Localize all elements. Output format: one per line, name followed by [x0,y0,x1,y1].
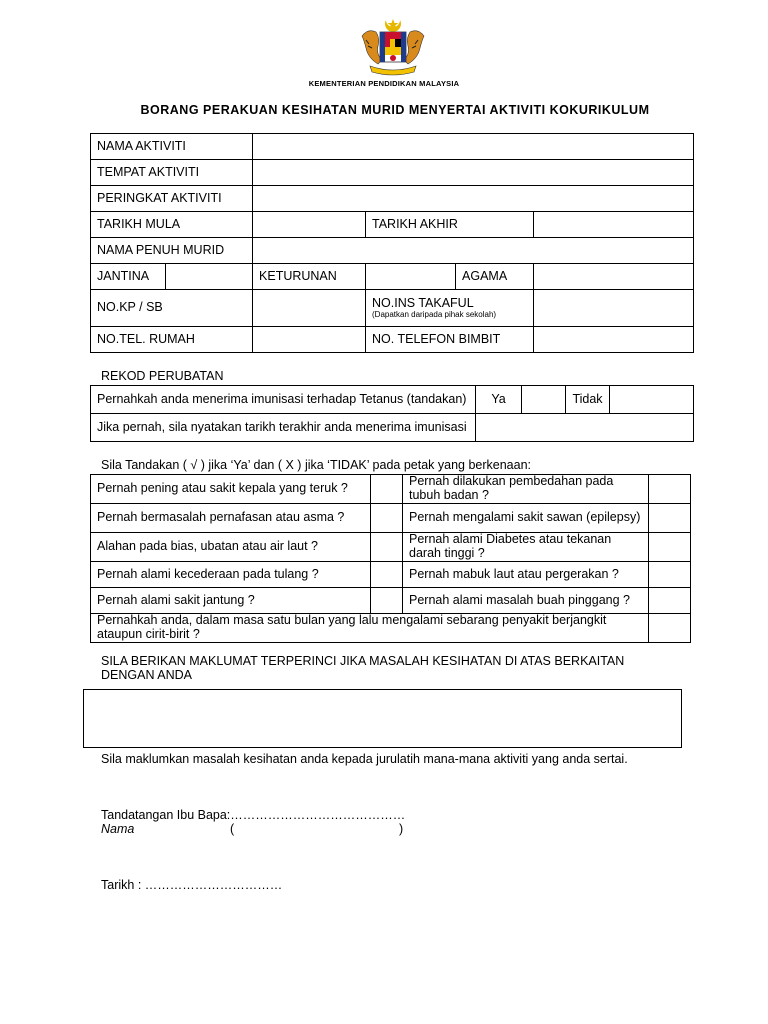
nama-close-paren: ) [399,822,404,836]
label-jantina: JANTINA [91,264,166,290]
checklist-question: Pernah bermasalah pernafasan atau asma ? [91,504,371,533]
health-checklist-table [90,474,691,643]
details-textarea[interactable] [83,689,682,748]
checklist-checkbox[interactable] [371,504,403,533]
checklist-checkbox[interactable] [649,533,691,562]
rekod-perubatan-heading: REKOD PERUBATAN [101,369,224,383]
field-nama-penuh[interactable] [253,238,694,264]
no-ins-takaful-note: (Dapatkan daripada pihak sekolah) [372,310,497,320]
field-no-tel-rumah[interactable] [253,327,366,353]
field-tempat-aktiviti[interactable] [253,160,694,186]
notice-text: Sila maklumkan masalah kesihatan anda kepada jurulatih mana-mana aktiviti yang anda sertai. [101,752,628,766]
field-nama-aktiviti[interactable] [253,134,694,160]
checklist-checkbox[interactable] [649,562,691,588]
checklist-question: Pernah pening atau sakit kepala yang teruk ? [91,475,371,504]
question-tarikh-imunisasi: Jika pernah, sila nyatakan tarikh terakhir anda menerima imunisasi [91,414,476,442]
checklist-checkbox[interactable] [649,588,691,614]
label-no-telefon-bimbit: NO. TELEFON BIMBIT [366,327,534,353]
label-no-tel-rumah: NO.TEL. RUMAH [91,327,253,353]
details-heading: SILA BERIKAN MAKLUMAT TERPERINCI JIKA MASALAH KESIHATAN DI ATAS BERKAITAN DENGAN ANDA [101,654,625,682]
label-tarikh-mula: TARIKH MULA [91,212,253,238]
label-ya: Ya [476,386,522,414]
checklist-instruction: Sila Tandakan ( √ ) jika ‘Ya’ dan ( X ) jika ‘TIDAK’ pada petak yang berkenaan: [101,458,532,472]
checklist-question-berjangkit: Pernahkah anda, dalam masa satu bulan yang lalu mengalami sebarang penyakit berjangkit ataupun cirit-birit ? [91,614,649,643]
label-peringkat-aktiviti: PERINGKAT AKTIVITI [91,186,253,212]
checklist-checkbox[interactable] [371,562,403,588]
checklist-checkbox[interactable] [649,614,691,643]
label-no-kp: NO.KP / SB [91,290,253,327]
checklist-question: Pernah alami sakit jantung ? [91,588,371,614]
field-tarikh-mula[interactable] [253,212,366,238]
nama-label: Nama [101,822,135,836]
field-jantina[interactable] [166,264,253,290]
field-agama[interactable] [534,264,694,290]
field-no-kp[interactable] [253,290,366,327]
checklist-question: Pernah alami masalah buah pinggang ? [403,588,649,614]
field-peringkat-aktiviti[interactable] [253,186,694,212]
malaysia-crest-emblem [352,16,434,78]
checklist-question: Alahan pada bias, ubatan atau air laut ? [91,533,371,562]
form-title: BORANG PERAKUAN KESIHATAN MURID MENYERTAI AKTIVITI KOKURIKULUM [140,103,650,117]
checklist-checkbox[interactable] [371,533,403,562]
checkbox-ya[interactable] [522,386,566,414]
no-ins-takaful-text: NO.INS TAKAFUL [372,295,474,310]
field-keturunan[interactable] [366,264,456,290]
label-keturunan: KETURUNAN [253,264,366,290]
label-agama: AGAMA [456,264,534,290]
field-tarikh-akhir[interactable] [534,212,694,238]
label-nama-aktiviti: NAMA AKTIVITI [91,134,253,160]
checklist-checkbox[interactable] [371,588,403,614]
student-info-table [90,133,694,353]
label-tempat-aktiviti: TEMPAT AKTIVITI [91,160,253,186]
checklist-checkbox[interactable] [649,475,691,504]
checklist-question: Pernah dilakukan pembedahan pada tubuh badan ? [403,475,649,504]
checklist-question: Pernah alami Diabetes atau tekanan darah tinggi ? [403,533,649,562]
checklist-question: Pernah mabuk laut atau pergerakan ? [403,562,649,588]
checkbox-tidak[interactable] [610,386,694,414]
field-no-telefon-bimbit[interactable] [534,327,694,353]
checklist-question: Pernah mengalami sakit sawan (epilepsy) [403,504,649,533]
tetanus-table [90,385,694,442]
question-tetanus: Pernahkah anda menerima imunisasi terhadap Tetanus (tandakan) [91,386,476,414]
label-no-ins-takaful [366,290,534,327]
label-tarikh-akhir: TARIKH AKHIR [366,212,534,238]
label-tidak: Tidak [566,386,610,414]
checklist-checkbox[interactable] [371,475,403,504]
checklist-question: Pernah alami kecederaan pada tulang ? [91,562,371,588]
field-no-ins-takaful[interactable] [534,290,694,327]
tarikh-line[interactable]: Tarikh : …………………………… [101,878,283,892]
signature-line[interactable]: Tandatangan Ibu Bapa:…………………………………… [101,808,406,822]
field-tarikh-imunisasi[interactable] [476,414,694,442]
nama-open-paren: ( [230,822,235,836]
label-nama-penuh: NAMA PENUH MURID [91,238,253,264]
checklist-checkbox[interactable] [649,504,691,533]
ministry-name: KEMENTERIAN PENDIDIKAN MALAYSIA [308,79,460,88]
